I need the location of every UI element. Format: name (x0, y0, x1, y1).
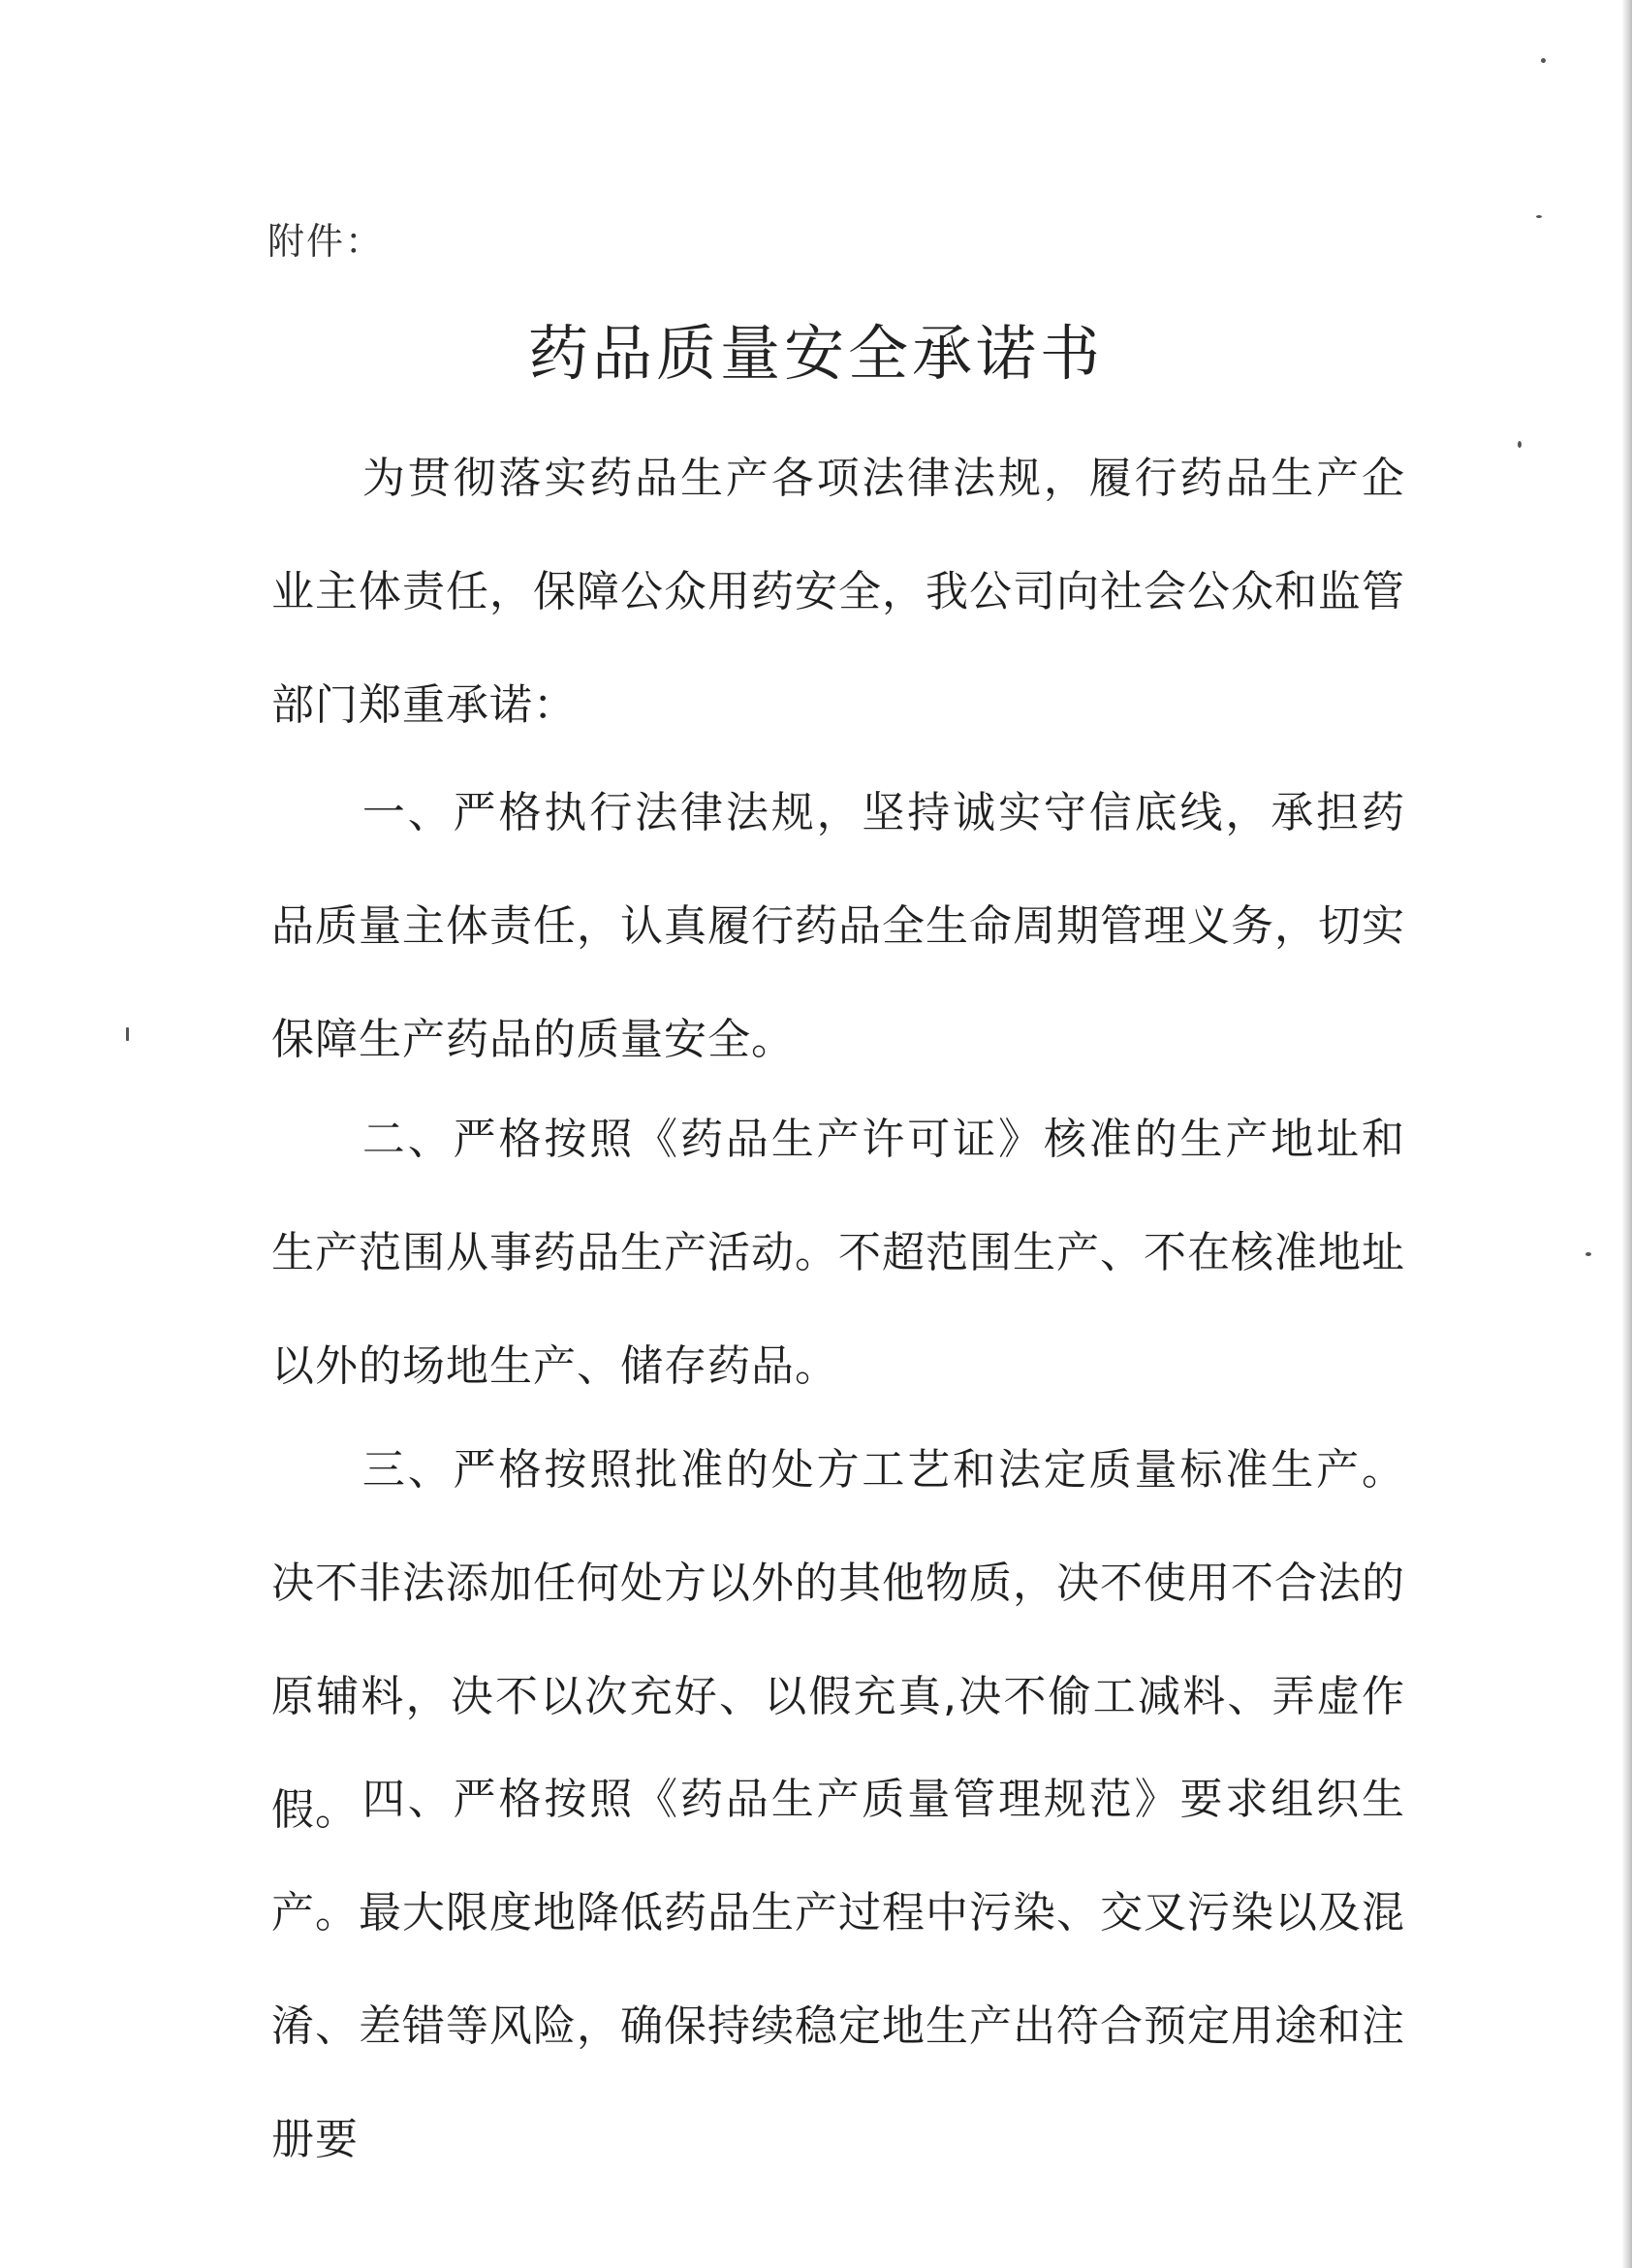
intro-paragraph (271, 422, 1405, 762)
commitment-paragraph (271, 1743, 1405, 2196)
commitment-text: 三、严格按照批准的处方工艺和法定质量标准生产。决不非法添加任何处方以外的其他物质，决不使用不合法的原辅料，决不以次充好、以假充真,决不偷工减料、弄虚作假。 (271, 1445, 1405, 1835)
commitment-text: 四、严格按照《药品生产质量管理规范》要求组织生产。最大限度地降低药品生产过程中污染、交叉污染以及混淆、差错等风险，确保持续稳定地生产出符合预定用途和注册要 (271, 1775, 1405, 2164)
scan-speck (126, 1027, 129, 1041)
commitment-paragraph (271, 756, 1405, 1096)
intro-text: 为贯彻落实药品生产各项法律法规，履行药品生产企业主体责任，保障公众用药安全，我公司向社会公众和监管部门郑重承诺： (271, 454, 1405, 730)
document-title: 药品质量安全承诺书 (527, 318, 1104, 389)
attachment-label: 附件： (267, 220, 385, 263)
scan-speck (1585, 1252, 1591, 1256)
scan-speck (1518, 441, 1522, 448)
commitment-paragraph (271, 1083, 1405, 1423)
commitment-text: 一、严格执行法律法规，坚持诚实守信底线，承担药品质量主体责任，认真履行药品全生命周期管理义务，切实保障生产药品的质量安全。 (271, 788, 1405, 1064)
scan-speck (1541, 58, 1546, 63)
scan-speck (1536, 215, 1542, 218)
commitment-text: 二、严格按照《药品生产许可证》核准的生产地址和生产范围从事药品生产活动。不超范围生产、不在核准地址以外的场地生产、储存药品。 (271, 1115, 1405, 1391)
